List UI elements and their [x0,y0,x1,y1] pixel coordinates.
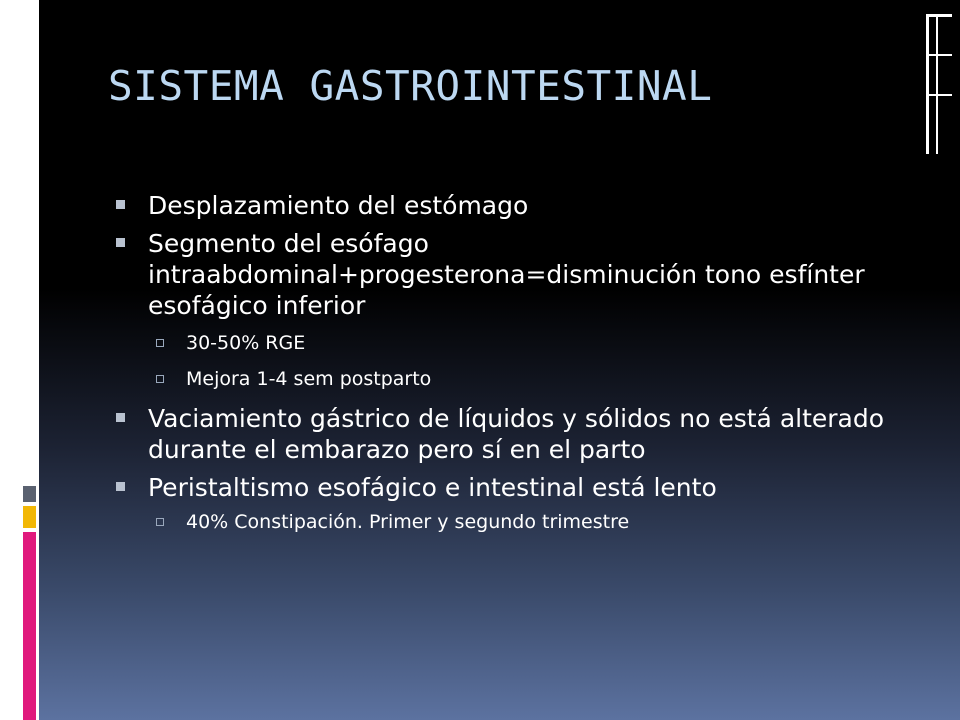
hollow-square-bullet-icon [156,518,164,526]
accent-mark-gray [23,486,36,502]
bullet-text: Segmento del esófago intraabdominal+progesterona=disminución tono esfínter esofágico inferior [148,229,865,320]
bullet-item [112,403,912,465]
bullet-list [112,190,912,546]
bullet-item [112,472,912,503]
sub-bullet-text: 30-50% RGE [186,332,306,354]
sub-bullet-item [112,510,912,534]
square-bullet-icon [116,482,125,491]
sub-bullet-text: 40% Constipación. Primer y segundo trimestre [186,511,630,533]
bullet-text: Desplazamiento del estómago [148,191,529,220]
square-bullet-icon [116,238,125,247]
window-icon [926,14,952,154]
slide-title: SISTEMA GASTROINTESTINAL [108,62,713,110]
accent-mark-yellow [23,506,36,528]
square-bullet-icon [116,413,125,422]
accent-mark-magenta [23,532,36,720]
bullet-item [112,228,912,321]
hollow-square-bullet-icon [156,339,164,347]
hollow-square-bullet-icon [156,375,164,383]
bullet-text: Vaciamiento gástrico de líquidos y sólidos no está alterado durante el embarazo pero sí en el parto [148,404,885,464]
sub-bullet-item [112,367,912,391]
bullet-item [112,190,912,221]
sub-bullet-text: Mejora 1-4 sem postparto [186,368,432,390]
sub-bullet-item [112,331,912,355]
square-bullet-icon [116,200,125,209]
bullet-text: Peristaltismo esofágico e intestinal está lento [148,473,717,502]
